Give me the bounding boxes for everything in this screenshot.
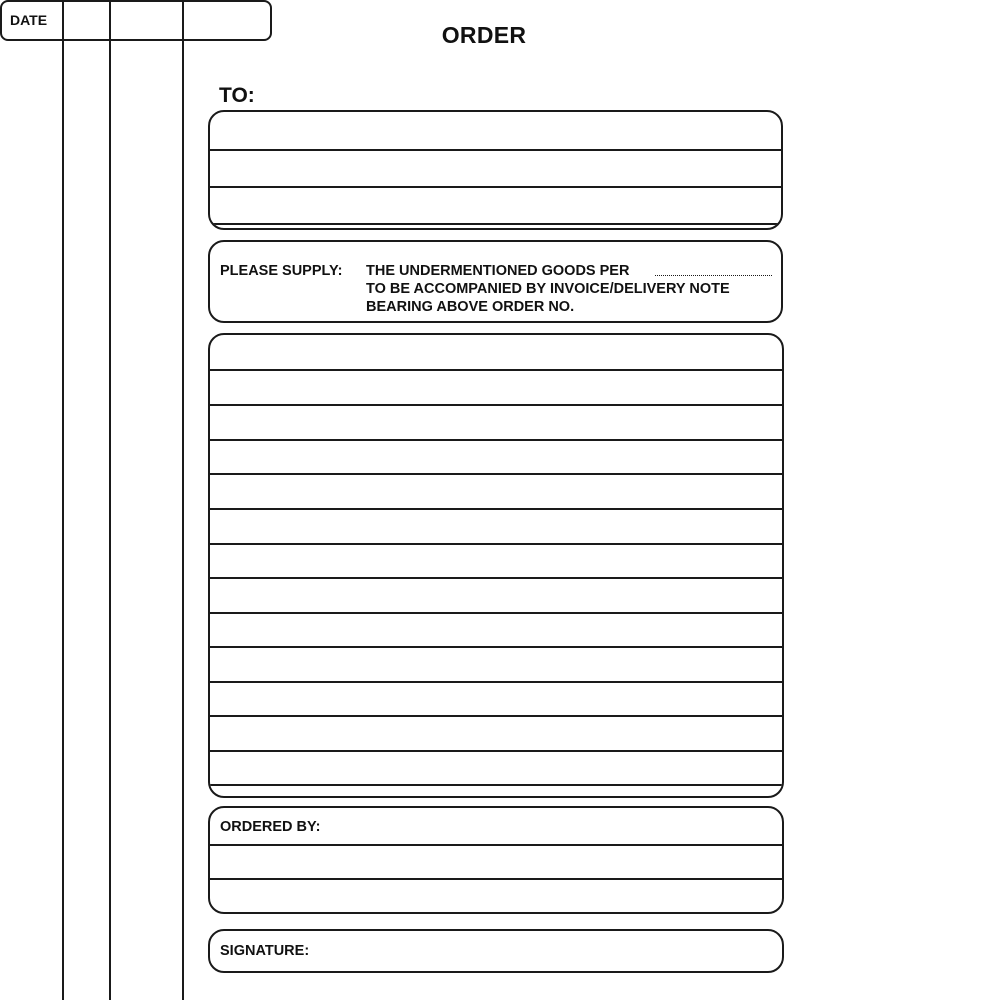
item-line bbox=[210, 543, 782, 545]
address-line bbox=[210, 149, 781, 151]
ordered-by-label: ORDERED BY: bbox=[220, 819, 321, 835]
supply-line-3: BEARING ABOVE ORDER NO. bbox=[366, 299, 575, 315]
item-line bbox=[210, 577, 782, 579]
item-line bbox=[210, 508, 782, 510]
date-cell-divider bbox=[182, 0, 184, 1000]
form-title: ORDER bbox=[441, 22, 527, 48]
item-line bbox=[210, 612, 782, 614]
item-line bbox=[210, 715, 782, 717]
item-line bbox=[210, 369, 782, 371]
item-line bbox=[210, 439, 782, 441]
item-line bbox=[210, 750, 782, 752]
to-label: TO: bbox=[219, 84, 255, 107]
address-line bbox=[210, 186, 781, 188]
signature-box[interactable] bbox=[208, 929, 784, 973]
ordered-by-box[interactable] bbox=[208, 806, 784, 914]
ordered-by-line bbox=[210, 844, 782, 846]
address-line bbox=[210, 223, 781, 225]
date-label: DATE bbox=[10, 12, 48, 28]
date-cell-divider bbox=[62, 0, 64, 1000]
goods-list-box[interactable] bbox=[208, 333, 784, 798]
please-supply-label: PLEASE SUPPLY: bbox=[220, 263, 343, 279]
item-line bbox=[210, 404, 782, 406]
item-line bbox=[210, 473, 782, 475]
goods-per-blank[interactable] bbox=[655, 275, 772, 276]
recipient-address-box[interactable] bbox=[208, 110, 783, 230]
supply-instructions-box bbox=[208, 240, 783, 323]
item-line bbox=[210, 681, 782, 683]
item-line bbox=[210, 784, 782, 786]
ordered-by-line bbox=[210, 878, 782, 880]
supply-line-2: TO BE ACCOMPANIED BY INVOICE/DELIVERY NOTE bbox=[366, 281, 730, 297]
date-cell-divider bbox=[109, 0, 111, 1000]
item-line bbox=[210, 646, 782, 648]
supply-line-1: THE UNDERMENTIONED GOODS PER bbox=[366, 263, 630, 279]
signature-label: SIGNATURE: bbox=[220, 943, 310, 959]
